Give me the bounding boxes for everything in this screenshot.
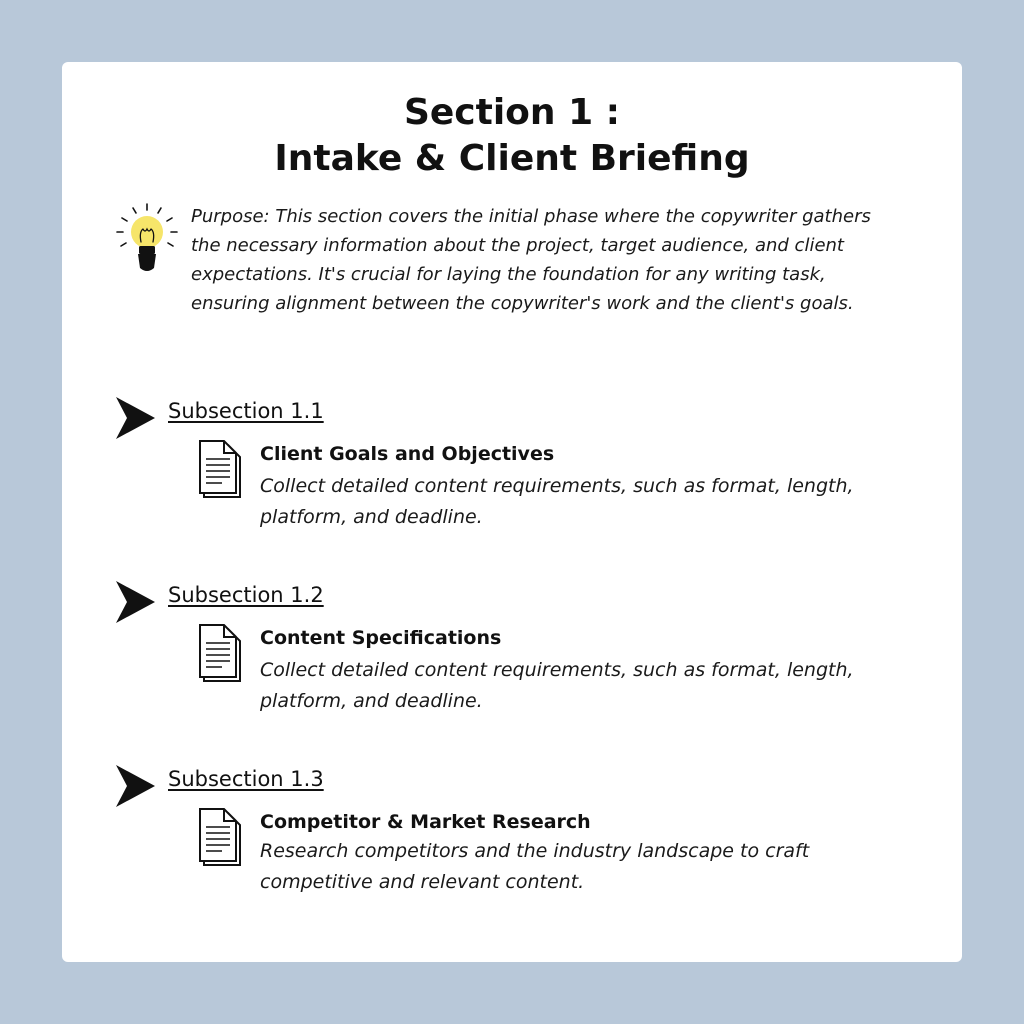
item-description-client-goals: Collect detailed content requirements, such as format, length, platform, and deadline. xyxy=(260,475,854,528)
document-icon xyxy=(198,807,246,867)
document-icon xyxy=(198,439,246,499)
purpose-text: Purpose: This section covers the initial phase where the copywriter gathers the necessary information about the project, target audience, and client expectations. It's crucial for laying the foundation for any writing task, ensuring alignment between the copywriter's work and the client's goals. xyxy=(191,206,871,314)
arrow-right-icon xyxy=(114,763,156,809)
title-line-2: Intake & Client Briefing xyxy=(274,138,750,179)
document-icon xyxy=(198,623,246,683)
lightbulb-icon xyxy=(114,202,180,280)
arrow-right-icon xyxy=(114,395,156,441)
item-title-client-goals: Client Goals and Objectives xyxy=(260,443,555,465)
item-title-competitor-research: Competitor & Market Research xyxy=(260,811,591,833)
subsection-heading-1-3[interactable]: Subsection 1.3 xyxy=(168,767,324,791)
title-line-1: Section 1 : xyxy=(403,92,621,133)
item-description-competitor-research: Research competitors and the industry landscape to craft competitive and relevant content. xyxy=(260,840,810,893)
subsection-heading-1-2[interactable]: Subsection 1.2 xyxy=(168,583,324,607)
item-description-content-specifications: Collect detailed content requirements, such as format, length, platform, and deadline. xyxy=(260,659,854,712)
arrow-right-icon xyxy=(114,579,156,625)
page-title xyxy=(62,90,962,182)
item-title-content-specifications: Content Specifications xyxy=(260,627,502,649)
subsection-heading-1-1[interactable]: Subsection 1.1 xyxy=(168,399,324,423)
content-card xyxy=(62,62,962,962)
